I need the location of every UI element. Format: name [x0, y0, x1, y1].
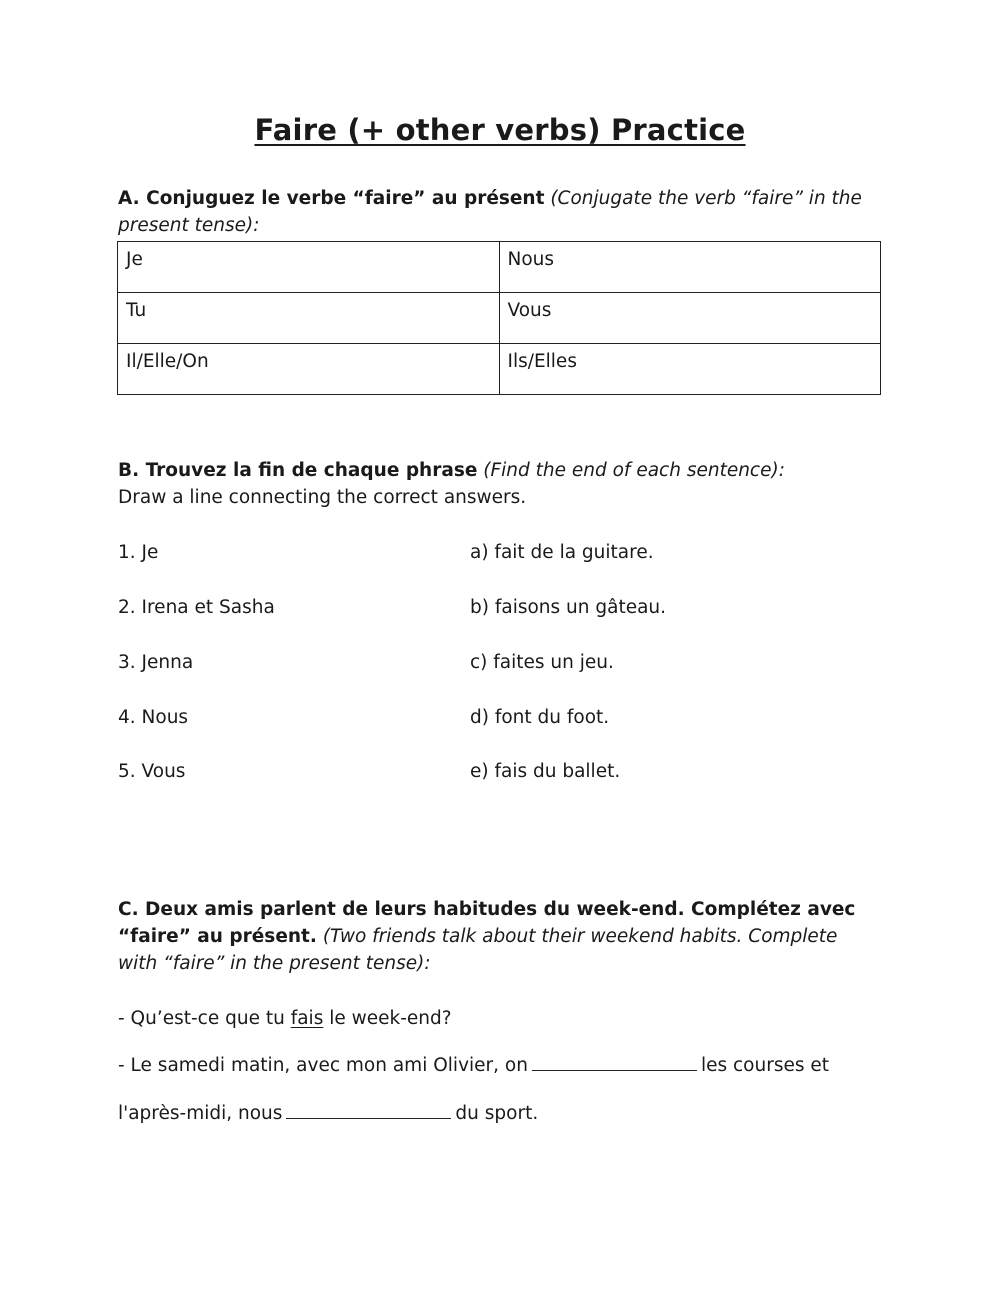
table-row — [118, 293, 881, 344]
match-left-item[interactable]: 1. Je — [118, 542, 159, 563]
section-c-heading-bold: C. Deux amis parlent de leurs habitudes du week-end. Complétez avec “faire” au présent. — [118, 899, 856, 947]
section-c-heading — [118, 896, 882, 977]
dialogue-line-2 — [118, 1052, 829, 1079]
dialogue-line-3 — [118, 1100, 538, 1127]
dialogue-text: du sport. — [455, 1103, 539, 1124]
section-c-heading-italic: (Two friends talk about their weekend habits. Complete with “faire” in the present tense): — [118, 926, 838, 974]
match-right-item[interactable]: c) faites un jeu. — [470, 652, 614, 673]
match-right-item[interactable]: b) faisons un gâteau. — [470, 597, 667, 618]
table-row — [118, 242, 881, 293]
dialogue-text: l'après-midi, nous — [118, 1103, 283, 1124]
dialogue-text: les courses et — [700, 1055, 829, 1076]
section-a-heading — [118, 185, 882, 239]
dialogue-text: - Le samedi matin, avec mon ami Olivier, on — [118, 1055, 528, 1076]
match-right-item[interactable]: a) fait de la guitare. — [470, 542, 654, 563]
table-cell[interactable]: Je — [118, 242, 500, 293]
table-row — [118, 344, 881, 395]
table-cell[interactable]: Vous — [499, 293, 881, 344]
section-a-heading-italic: (Conjugate the verb “faire” in the present tense): — [118, 188, 862, 236]
match-left-item[interactable]: 4. Nous — [118, 707, 189, 728]
answer-example: fais — [290, 1008, 324, 1029]
match-left-item[interactable]: 5. Vous — [118, 761, 186, 782]
dialogue-text: - Qu’est-ce que tu — [118, 1008, 291, 1029]
match-left-item[interactable]: 2. Irena et Sasha — [118, 597, 275, 618]
page-title: Faire (+ other verbs) Practice — [254, 113, 746, 147]
answer-blank[interactable] — [532, 1052, 697, 1071]
section-a-heading-bold: A. Conjuguez le verbe “faire” au présent — [118, 188, 545, 209]
table-cell[interactable]: Il/Elle/On — [118, 344, 500, 395]
match-right-item[interactable]: e) fais du ballet. — [470, 761, 621, 782]
section-b-heading-bold: B. Trouvez la fin de chaque phrase — [118, 460, 478, 481]
table-cell[interactable]: Ils/Elles — [499, 344, 881, 395]
match-left-item[interactable]: 3. Jenna — [118, 652, 194, 673]
section-b-heading — [118, 457, 882, 484]
table-cell[interactable]: Tu — [118, 293, 500, 344]
dialogue-line-1 — [118, 1005, 452, 1032]
section-b-instruction: Draw a line connecting the correct answers. — [118, 487, 527, 508]
conjugation-table — [117, 241, 881, 395]
match-right-item[interactable]: d) font du foot. — [470, 707, 610, 728]
answer-blank[interactable] — [286, 1100, 451, 1119]
dialogue-text: le week-end? — [323, 1008, 452, 1029]
table-cell[interactable]: Nous — [499, 242, 881, 293]
section-b-heading-italic: (Find the end of each sentence): — [483, 460, 785, 481]
